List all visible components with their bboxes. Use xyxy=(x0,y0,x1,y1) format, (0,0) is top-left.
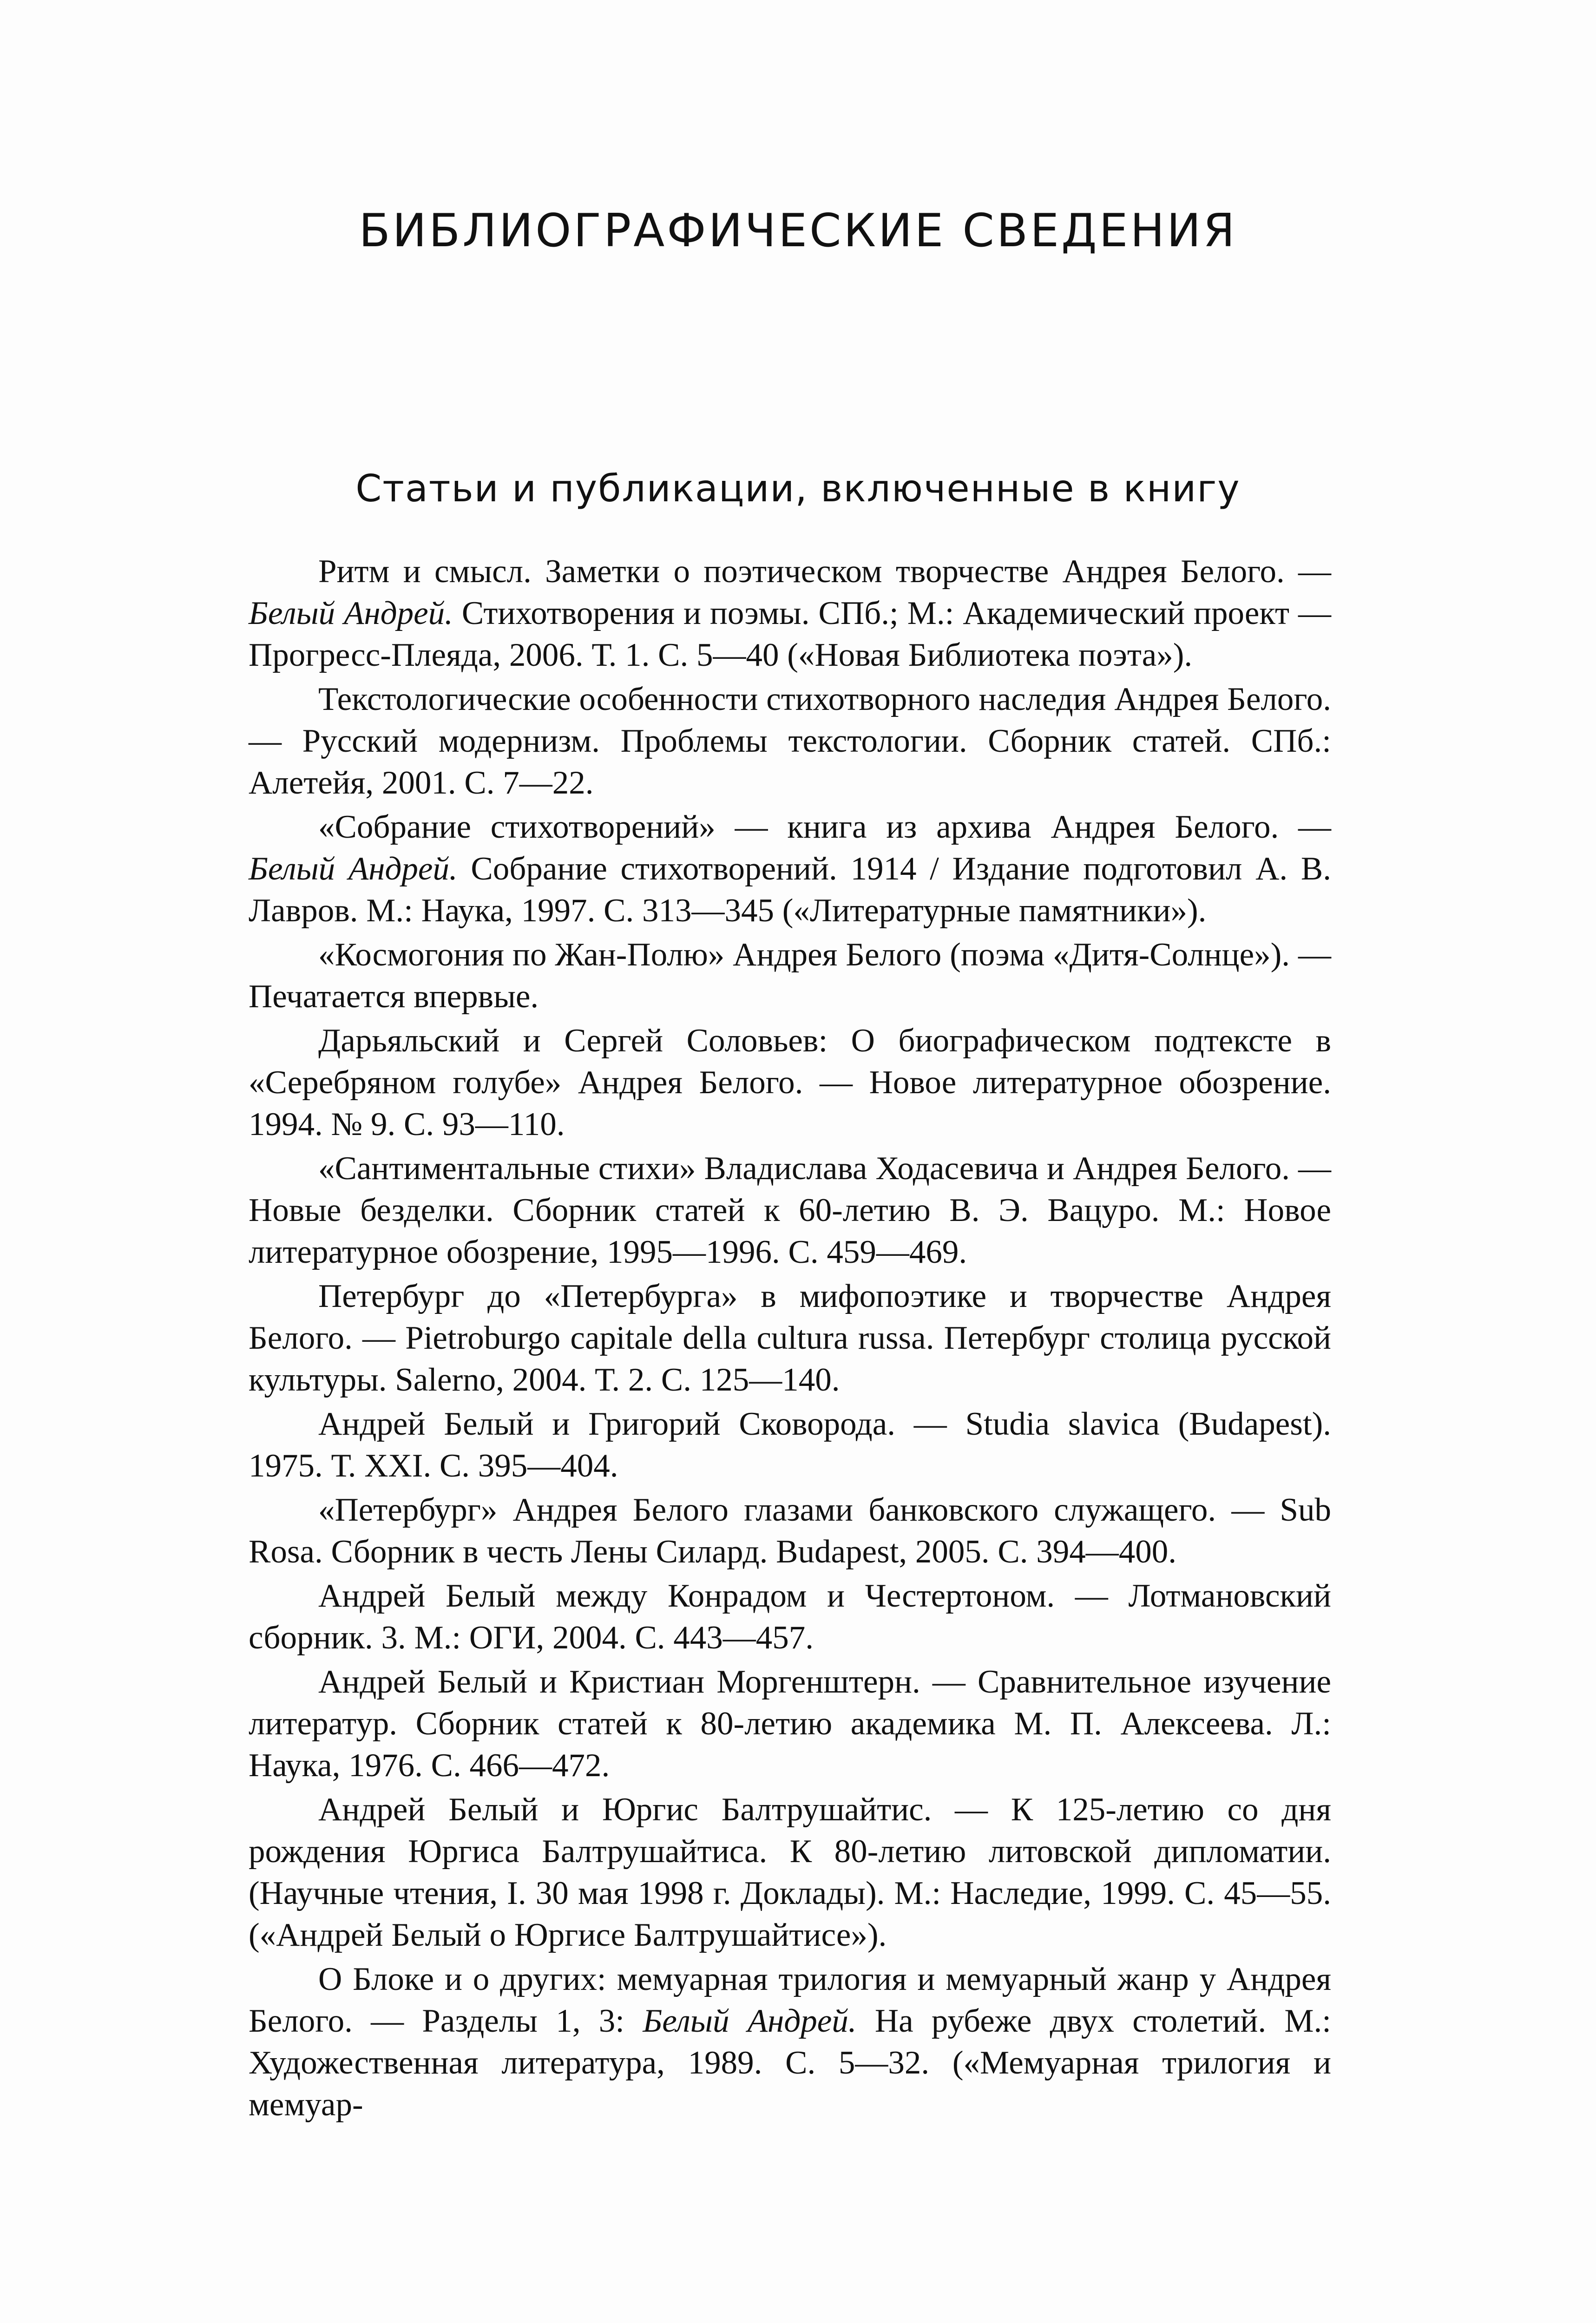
bibliography-entry: Андрей Белый между Конрадом и Честертоном. — Лотмановский сборник. 3. М.: ОГИ, 2004. С. 443—457. xyxy=(249,1578,1331,1656)
chapter-title: БИБЛИОГРАФИЧЕСКИЕ СВЕДЕНИЯ xyxy=(359,204,1237,257)
bibliography-list xyxy=(249,551,1331,2128)
bibliography-entry: Андрей Белый и Кристиан Моргенштерн. — Сравнительное изучение литератур. Сборник статей к 80-летию академика М. П. Алексеева. Л.: Наука, 1976. С. 466—472. xyxy=(249,1664,1331,1784)
bibliography-entry: «Сантиментальные стихи» Владислава Ходасевича и Андрея Белого. — Новые безделки. Сборник статей к 60-летию В. Э. Вацуро. М.: Новое литературное обозрение, 1995—1996. С. 459—469. xyxy=(249,1150,1331,1270)
bibliography-entry: Андрей Белый и Юргис Балтрушайтис. — К 125-летию со дня рождения Юргиса Балтрушайтиса. К 80-летию литовской дипломатии. (Научные чтения, I. 30 мая 1998 г. Доклады). М.: Наследие, 1999. С. 45—55. («Андрей Белый о Юргисе Балтрушайтисе»). xyxy=(249,1791,1331,1953)
bibliography-entry: О Блоке и о других: мемуарная трилогия и мемуарный жанр у Андрея Белого. — Разделы 1, 3: Белый Андрей. На рубеже двух столетий. М.: Художественная литература, 1989. С. 5—32. («Мемуарная трилогия и мемуар- xyxy=(249,1961,1331,2123)
bibliography-entry: Андрей Белый и Григорий Сковорода. — Studia slavica (Budapest). 1975. Т. XXI. С. 395—404. xyxy=(249,1406,1331,1484)
bibliography-entry: «Собрание стихотворений» — книга из архива Андрея Белого. — Белый Андрей. Собрание стихотворений. 1914 / Издание подготовил А. В. Лавров. М.: Наука, 1997. С. 313—345 («Литературные памятники»). xyxy=(249,809,1331,929)
bibliography-entry: Текстологические особенности стихотворного наследия Андрея Белого. — Русский модернизм. Проблемы текстологии. Сборник статей. СПб.: Алетейя, 2001. С. 7—22. xyxy=(249,681,1331,801)
author-italic: Белый Андрей. xyxy=(643,2003,857,2039)
bibliography-entry: Петербург до «Петербурга» в мифопоэтике и творчестве Андрея Белого. — Pietroburgo capitale della cultura russa. Петербург столица русской культуры. Salerno, 2004. Т. 2. С. 125—140. xyxy=(249,1278,1331,1398)
author-italic: Белый Андрей. xyxy=(249,851,458,887)
bibliography-entry: «Космогония по Жан-Полю» Андрея Белого (поэма «Дитя-Солнце»). — Печатается впервые. xyxy=(249,937,1331,1015)
bibliography-entry: Ритм и смысл. Заметки о поэтическом творчестве Андрея Белого. — Белый Андрей. Стихотворения и поэмы. СПб.; М.: Академический проект — Прогресс-Плеяда, 2006. Т. 1. С. 5—40 («Новая Библиотека поэта»). xyxy=(249,553,1331,673)
bibliography-entry: «Петербург» Андрея Белого глазами банковского служащего. — Sub Rosa. Сборник в честь Лены Силард. Budapest, 2005. С. 394—400. xyxy=(249,1492,1331,1570)
author-italic: Белый Андрей. xyxy=(249,595,453,631)
bibliography-entry: Дарьяльский и Сергей Соловьев: О биографическом подтексте в «Серебряном голубе» Андрея Белого. — Новое литературное обозрение. 1994. № 9. С. 93—110. xyxy=(249,1023,1331,1142)
section-title: Статьи и публикации, включенные в книгу xyxy=(355,467,1241,510)
